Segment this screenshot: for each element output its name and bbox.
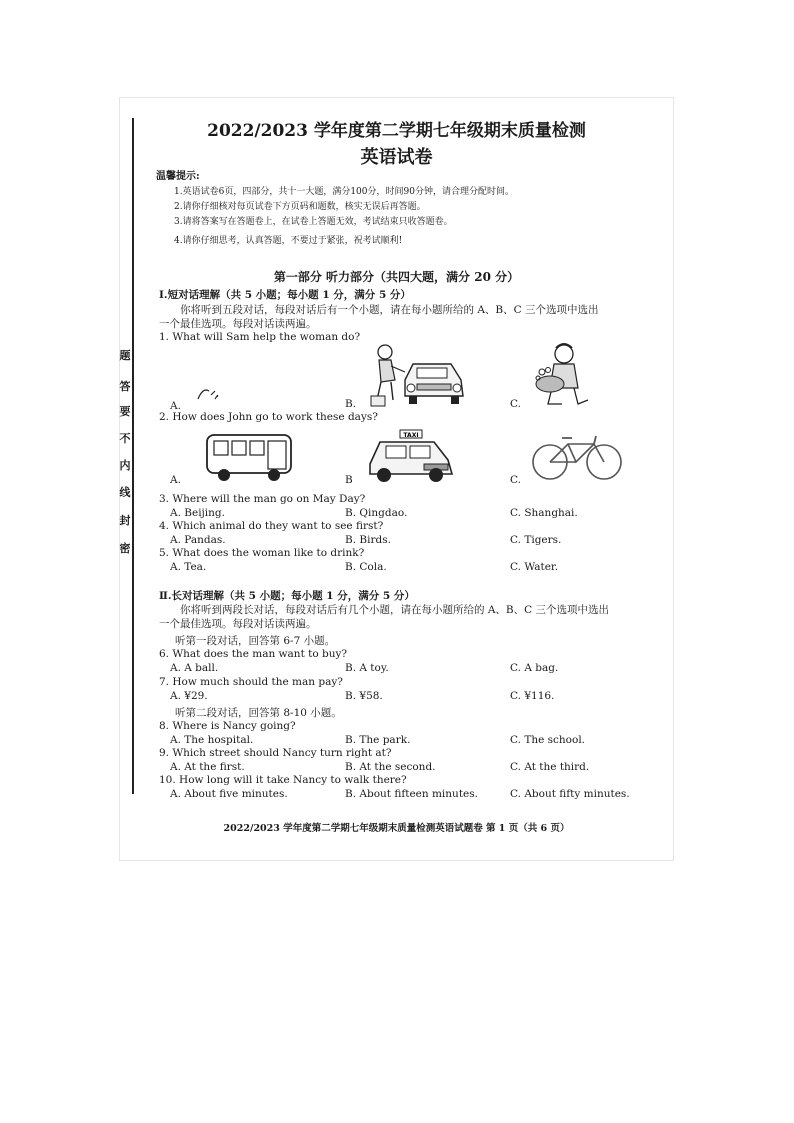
question-10: 10. How long will it take Nancy to walk there? bbox=[159, 774, 407, 786]
section1-heading: Ⅰ.短对话理解（共 5 小题；每小题 1 分，满分 5 分） bbox=[159, 289, 411, 301]
notice-item: 4.请你仔细思考，认真答题，不要过于紧张，祝考试顺利! bbox=[174, 236, 403, 246]
option-b: B. A toy. bbox=[345, 662, 389, 674]
bicycle-image bbox=[530, 430, 624, 484]
question-1: 1. What will Sam help the woman do? bbox=[159, 331, 361, 343]
side-label-char: 封 bbox=[119, 514, 131, 527]
option-label: C. bbox=[510, 474, 521, 486]
side-label-char: 不 bbox=[119, 432, 131, 445]
sketch-image bbox=[195, 385, 221, 405]
question-9: 9. Which street should Nancy turn right at? bbox=[159, 747, 392, 759]
page-footer: 2022/2023 学年度第二学期七年级期末质量检测英语试题卷 第 1 页（共 6 页） bbox=[223, 823, 570, 834]
option-a: A. Pandas. bbox=[170, 534, 226, 546]
side-label-char: 题 bbox=[119, 349, 131, 362]
option-a: A. The hospital. bbox=[170, 734, 254, 746]
taxi-sign-text: TAXI bbox=[403, 432, 419, 439]
car-washing-image bbox=[365, 342, 467, 410]
bus-image bbox=[204, 432, 296, 484]
part1-heading: 第一部分 听力部分（共四大题，满分 20 分） bbox=[273, 270, 520, 284]
boy-washing-image bbox=[528, 340, 596, 412]
option-c: C. Water. bbox=[510, 561, 559, 573]
option-b: B. The park. bbox=[345, 734, 411, 746]
notice-item: 1.英语试卷6页，四部分，共十一大题，满分100分，时间90分钟，请合理分配时间。 bbox=[174, 187, 514, 197]
section2-heading: Ⅱ.长对话理解（共 5 小题；每小题 1 分，满分 5 分） bbox=[159, 590, 415, 602]
question-8: 8. Where is Nancy going? bbox=[159, 720, 296, 732]
question-5: 5. What does the woman like to drink? bbox=[159, 547, 365, 559]
option-a: A. About five minutes. bbox=[170, 788, 288, 800]
option-a: A. Beijing. bbox=[170, 507, 225, 519]
option-a: A. At the first. bbox=[170, 761, 245, 773]
option-c: C. About fifty minutes. bbox=[510, 788, 630, 800]
option-c: C. Tigers. bbox=[510, 534, 562, 546]
option-c: C. At the third. bbox=[510, 761, 590, 773]
notice-heading: 温馨提示: bbox=[156, 171, 200, 182]
section2-intro: 你将听到两段长对话，每段对话后有几个小题，请在每小题所给的 A、B、C 三个选项中选出 bbox=[180, 604, 610, 616]
side-label-char: 要 bbox=[119, 405, 131, 418]
question-4: 4. Which animal do they want to see first? bbox=[159, 520, 384, 532]
question-7: 7. How much should the man pay? bbox=[159, 676, 343, 688]
dialogue-2-note: 听第二段对话，回答第 8-10 小题。 bbox=[175, 707, 342, 719]
option-label: C. bbox=[510, 398, 521, 410]
option-c: C. The school. bbox=[510, 734, 586, 746]
option-label: B bbox=[345, 474, 353, 486]
option-b: B. ¥58. bbox=[345, 690, 383, 702]
option-label: A. bbox=[170, 400, 181, 412]
side-label-char: 密 bbox=[119, 542, 131, 555]
page-subtitle: 英语试卷 bbox=[360, 147, 433, 168]
notice-item: 2.请你仔细核对每页试卷下方页码和题数，核实无误后再答题。 bbox=[174, 202, 426, 212]
option-label: B. bbox=[345, 398, 357, 410]
option-c: C. Shanghai. bbox=[510, 507, 578, 519]
option-b: B. Cola. bbox=[345, 561, 387, 573]
section2-intro: 一个最佳选项。每段对话读两遍。 bbox=[159, 618, 317, 630]
dialogue-1-note: 听第一段对话，回答第 6-7 小题。 bbox=[175, 635, 336, 647]
side-label-char: 线 bbox=[119, 486, 131, 499]
option-label: A. bbox=[170, 474, 181, 486]
page-title: 2022/2023 学年度第二学期七年级期末质量检测 bbox=[207, 121, 586, 141]
option-a: A. A ball. bbox=[170, 662, 219, 674]
question-2: 2. How does John go to work these days? bbox=[159, 411, 378, 423]
taxi-image bbox=[364, 428, 456, 484]
side-label-char: 答 bbox=[119, 380, 131, 393]
section1-intro: 一个最佳选项。每段对话读两遍。 bbox=[159, 318, 317, 330]
option-c: C. ¥116. bbox=[510, 690, 555, 702]
binding-line bbox=[132, 118, 134, 794]
option-c: C. A bag. bbox=[510, 662, 559, 674]
option-a: A. Tea. bbox=[170, 561, 207, 573]
section1-intro: 你将听到五段对话，每段对话后有一个小题，请在每小题所给的 A、B、C 三个选项中选出 bbox=[180, 304, 599, 316]
option-b: B. At the second. bbox=[345, 761, 436, 773]
option-b: B. Qingdao. bbox=[345, 507, 408, 519]
option-b: B. Birds. bbox=[345, 534, 391, 546]
question-3: 3. Where will the man go on May Day? bbox=[159, 493, 366, 505]
notice-item: 3.请将答案写在答题卷上，在试卷上答题无效，考试结束只收答题卷。 bbox=[174, 217, 453, 227]
option-a: A. ¥29. bbox=[170, 690, 208, 702]
side-label-char: 内 bbox=[119, 459, 131, 472]
option-b: B. About fifteen minutes. bbox=[345, 788, 478, 800]
question-6: 6. What does the man want to buy? bbox=[159, 648, 348, 660]
